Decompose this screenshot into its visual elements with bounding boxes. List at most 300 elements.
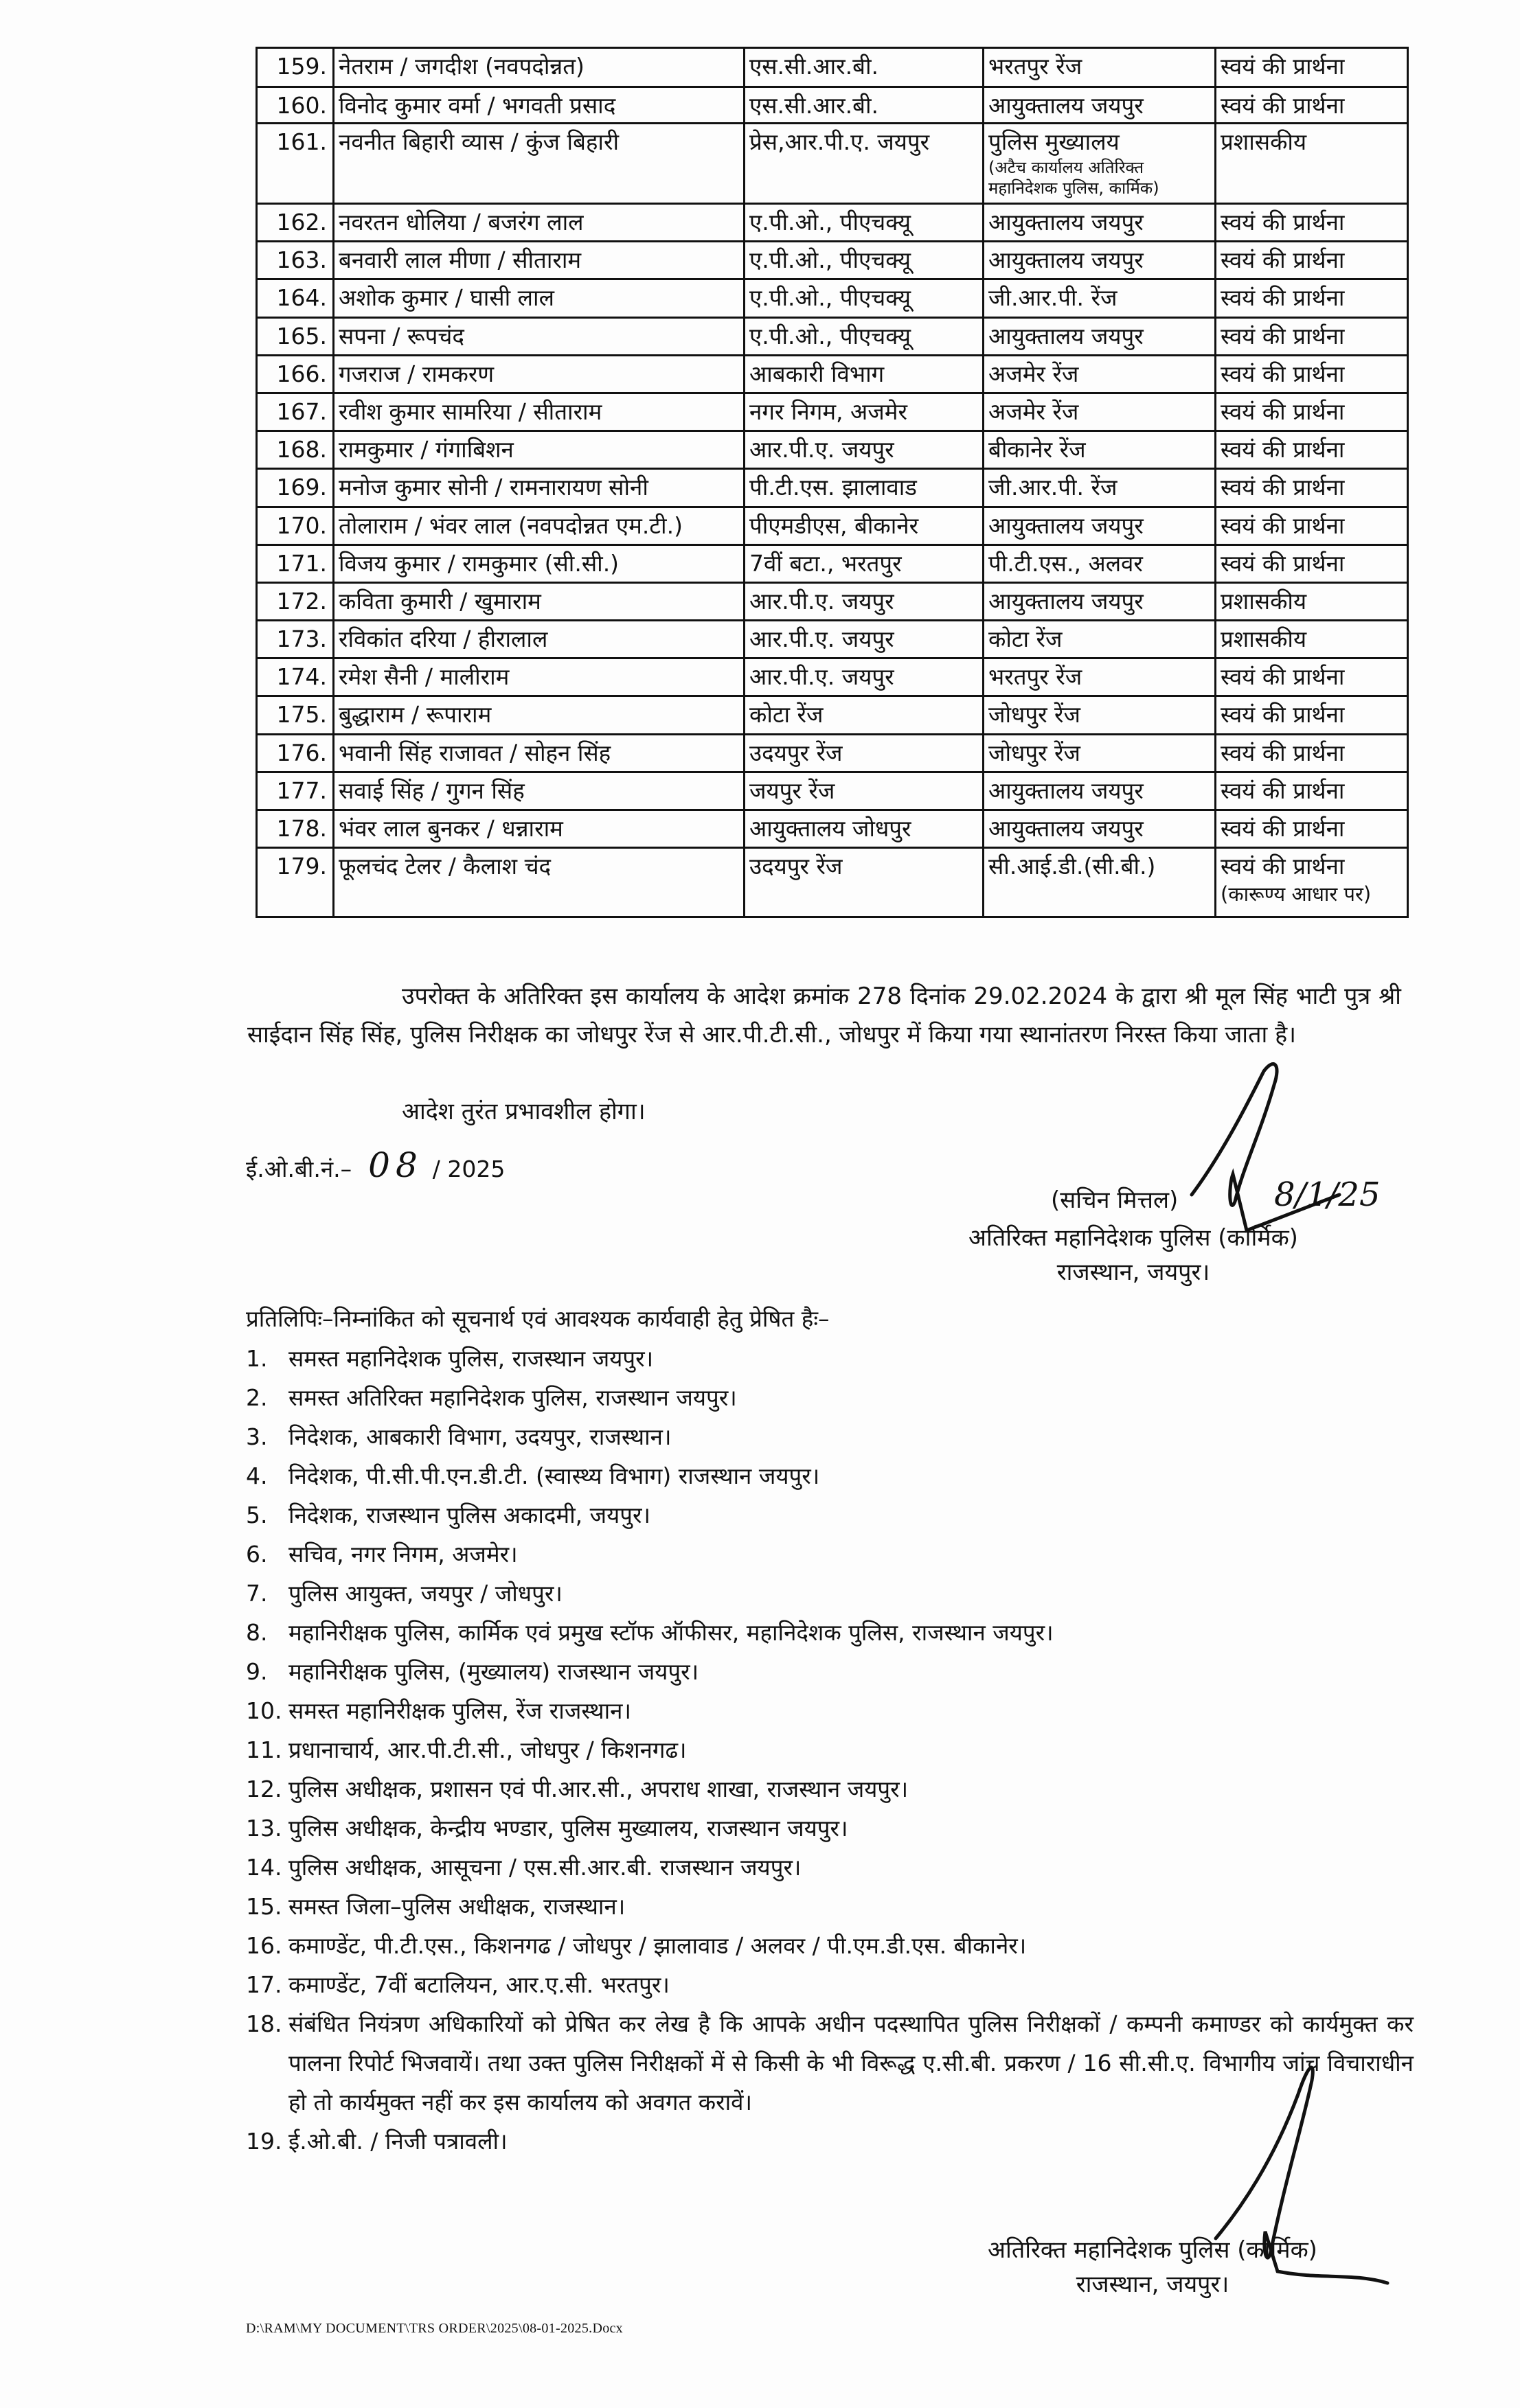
transfer-reason-text: स्वयं की प्रार्थना: [1221, 436, 1345, 463]
copy-item-text: संबंधित नियंत्रण अधिकारियों को प्रेषित कर लेख है कि आपके अधीन पदस्थापित पुलिस निरीक्षकों / कम्पनी कमाण्डर को कार्यमुक्त कर पालना रिपोर्ट भिजवायें। तथा उक्त पुलिस निरीक्षकों में से किसी के भी विरूद्ध ए.सी.बी. प्रकरण / 16 सी.सी.ए. विभागीय जांच विचाराधीन हो तो कार्यमुक्त नहीं कर इस कार्यालय को अवगत करावें।: [288, 2010, 1414, 2115]
officer-name-text: भंवर लाल बुनकर / धन्नाराम: [339, 815, 563, 842]
copy-item-text: कमाण्डेंट, 7वीं बटालियन, आर.ए.सी. भरतपुर।: [288, 1971, 670, 1998]
serial-number-cell: [257, 848, 334, 917]
to-posting-cell: [984, 507, 1216, 544]
serial-number-text: 159.: [276, 53, 327, 80]
from-posting-text: जयपुर रेंज: [749, 777, 835, 804]
copy-item-number: 5.: [246, 1502, 268, 1528]
serial-number-text: 161.: [276, 128, 327, 155]
serial-number-text: 179.: [276, 853, 327, 880]
to-posting-text: आयुक्तालय जयपुर: [988, 209, 1144, 236]
officer-name-cell: [334, 204, 745, 242]
officer-name-text: बनवारी लाल मीणा / सीताराम: [339, 246, 582, 274]
to-posting-text: कोटा रेंज: [988, 626, 1063, 653]
from-posting-text: आयुक्तालय जोधपुर: [749, 815, 911, 842]
table-row: [257, 393, 1408, 431]
officer-name-cell: [334, 582, 745, 620]
table-row: [257, 48, 1408, 87]
copy-item-number: 9.: [246, 1658, 268, 1685]
to-posting-cell: [984, 772, 1216, 810]
to-posting-cell: [984, 204, 1216, 242]
serial-number-cell: [257, 48, 334, 87]
officer-name-cell: [334, 658, 745, 696]
serial-number-text: 175.: [276, 701, 327, 729]
to-posting-cell: [984, 431, 1216, 469]
table-row: [257, 279, 1408, 317]
transfer-reason-cell: [1216, 204, 1408, 242]
eob-number-handwritten: 08: [368, 1145, 423, 1185]
transfer-reason-text: स्वयं की प्रार्थना: [1221, 360, 1345, 387]
transfer-reason-cell: [1216, 431, 1408, 469]
officer-name-cell: [334, 507, 745, 544]
to-posting-note: (अटैच कार्यालय अतिरिक्त महानिदेशक पुलिस, कार्मिक): [988, 158, 1159, 198]
officer-name-text: रवीश कुमार सामरिया / सीताराम: [339, 398, 602, 425]
officer-name-cell: [334, 621, 745, 658]
transfer-reason-text: स्वयं की प्रार्थना: [1221, 246, 1345, 274]
table-row: [257, 582, 1408, 620]
copy-item-number: 4.: [246, 1463, 268, 1489]
copy-list-item: [246, 1378, 1414, 1417]
from-posting-cell: [745, 242, 984, 279]
copy-list-item: [246, 1926, 1414, 1965]
serial-number-cell: [257, 393, 334, 431]
transfer-reason-cell: [1216, 621, 1408, 658]
copy-item-number: 7.: [246, 1580, 268, 1607]
officer-name-text: विजय कुमार / रामकुमार (सी.सी.): [339, 549, 620, 577]
copy-list-item: [246, 1691, 1414, 1730]
copy-item-text: कमाण्डेंट, पी.टी.एस., किशनगढ / जोधपुर / झालावाड / अलवर / पी.एम.डी.एस. बीकानेर।: [288, 1932, 1027, 1959]
signatory-name: (सचिन मित्तल): [1051, 1186, 1179, 1214]
signatory-2-designation: अतिरिक्त महानिदेशक पुलिस (कार्मिक): [988, 2236, 1317, 2264]
to-posting-text: भरतपुर रेंज: [988, 663, 1082, 691]
transfer-reason-text: स्वयं की प्रार्थना: [1221, 853, 1345, 880]
transfer-reason-text: स्वयं की प्रार्थना: [1221, 474, 1345, 501]
transfer-reason-text: प्रशासकीय: [1221, 128, 1307, 155]
copy-item-text: समस्त महानिदेशक पुलिस, राजस्थान जयपुर।: [288, 1345, 654, 1372]
transfer-table: [256, 47, 1409, 918]
from-posting-text: आर.पी.ए. जयपुर: [749, 587, 894, 615]
from-posting-cell: [745, 469, 984, 507]
transfer-reason-cell: [1216, 658, 1408, 696]
officer-name-text: नेतराम / जगदीश (नवपदोन्नत): [339, 53, 585, 80]
serial-number-cell: [257, 242, 334, 279]
transfer-reason-text: स्वयं की प्रार्थना: [1221, 209, 1345, 236]
officer-name-cell: [334, 696, 745, 734]
table-row: [257, 621, 1408, 658]
from-posting-text: एस.सी.आर.बी.: [749, 53, 878, 80]
officer-name-text: भवानी सिंह राजावत / सोहन सिंह: [339, 739, 611, 766]
from-posting-cell: [745, 431, 984, 469]
copy-item-number: 2.: [246, 1384, 268, 1411]
serial-number-cell: [257, 658, 334, 696]
table-row: [257, 317, 1408, 355]
transfer-reason-text: स्वयं की प्रार्थना: [1221, 663, 1345, 691]
transfer-reason-cell: [1216, 124, 1408, 204]
copy-item-text: पुलिस आयुक्त, जयपुर / जोधपुर।: [288, 1580, 563, 1607]
transfer-reason-cell: [1216, 355, 1408, 393]
serial-number-cell: [257, 507, 334, 544]
copy-item-text: समस्त महानिरीक्षक पुलिस, रेंज राजस्थान।: [288, 1697, 631, 1724]
copy-list-item: [246, 1769, 1414, 1809]
table-row: [257, 124, 1408, 204]
table-row: [257, 810, 1408, 848]
officer-name-text: सवाई सिंह / गुगन सिंह: [339, 777, 525, 804]
officer-name-text: तोलाराम / भंवर लाल (नवपदोन्नत एम.टी.): [339, 512, 683, 539]
officer-name-text: रमेश सैनी / मालीराम: [339, 663, 510, 691]
officer-name-cell: [334, 242, 745, 279]
copy-item-number: 17.: [246, 1971, 282, 1998]
copy-item-number: 11.: [246, 1736, 282, 1763]
copy-item-text: पुलिस अधीक्षक, प्रशासन एवं पी.आर.सी., अपराध शाखा, राजस्थान जयपुर।: [288, 1776, 909, 1802]
serial-number-text: 164.: [276, 284, 327, 312]
copy-heading: प्रतिलिपिः–निम्नांकित को सूचनार्थ एवं आवश्यक कार्यवाही हेतु प्रेषित हैः–: [246, 1305, 830, 1332]
transfer-reason-text: प्रशासकीय: [1221, 587, 1307, 615]
serial-number-text: 162.: [276, 209, 327, 236]
to-posting-cell: [984, 124, 1216, 204]
officer-name-cell: [334, 734, 745, 772]
copy-item-number: 15.: [246, 1893, 282, 1920]
serial-number-text: 172.: [276, 587, 327, 615]
table-row: [257, 204, 1408, 242]
copy-item-text: सचिव, नगर निगम, अजमेर।: [288, 1541, 518, 1568]
from-posting-cell: [745, 621, 984, 658]
transfer-table-body: [257, 48, 1408, 917]
officer-name-cell: [334, 87, 745, 124]
copy-item-number: 10.: [246, 1697, 282, 1724]
to-posting-text: जोधपुर रेंज: [988, 701, 1081, 729]
transfer-reason-cell: [1216, 734, 1408, 772]
from-posting-text: पीएमडीएस, बीकानेर: [749, 512, 919, 539]
to-posting-text: जी.आर.पी. रेंज: [988, 284, 1118, 312]
copy-item-number: 6.: [246, 1541, 268, 1568]
from-posting-cell: [745, 355, 984, 393]
transfer-reason-text: स्वयं की प्रार्थना: [1221, 53, 1345, 80]
to-posting-cell: [984, 87, 1216, 124]
from-posting-cell: [745, 204, 984, 242]
transfer-reason-cell: [1216, 279, 1408, 317]
transfer-reason-text: स्वयं की प्रार्थना: [1221, 701, 1345, 729]
table-row: [257, 544, 1408, 582]
from-posting-cell: [745, 810, 984, 848]
serial-number-cell: [257, 355, 334, 393]
to-posting-text: आयुक्तालय जयपुर: [988, 587, 1144, 615]
table-row: [257, 507, 1408, 544]
serial-number-text: 171.: [276, 549, 327, 577]
copy-item-number: 13.: [246, 1815, 282, 1842]
to-posting-text: आयुक्तालय जयपुर: [988, 512, 1144, 539]
officer-name-cell: [334, 544, 745, 582]
officer-name-cell: [334, 810, 745, 848]
from-posting-text: प्रेस,आर.पी.ए. जयपुर: [749, 128, 930, 155]
from-posting-text: ए.पी.ओ., पीएचक्यू: [749, 246, 911, 274]
to-posting-text: पी.टी.एस., अलवर: [988, 549, 1143, 577]
officer-name-cell: [334, 279, 745, 317]
to-posting-text: भरतपुर रेंज: [988, 53, 1082, 80]
to-posting-cell: [984, 658, 1216, 696]
officer-name-cell: [334, 431, 745, 469]
from-posting-text: आर.पी.ए. जयपुर: [749, 626, 894, 653]
from-posting-cell: [745, 582, 984, 620]
copy-list-item: [246, 1730, 1414, 1769]
transfer-reason-cell: [1216, 242, 1408, 279]
copy-item-number: 3.: [246, 1423, 268, 1450]
from-posting-cell: [745, 734, 984, 772]
serial-number-cell: [257, 279, 334, 317]
transfer-reason-cell: [1216, 772, 1408, 810]
serial-number-cell: [257, 621, 334, 658]
officer-name-text: अशोक कुमार / घासी लाल: [339, 284, 554, 312]
copy-item-number: 12.: [246, 1776, 282, 1802]
table-row: [257, 734, 1408, 772]
table-row: [257, 469, 1408, 507]
officer-name-cell: [334, 355, 745, 393]
transfer-reason-cell: [1216, 507, 1408, 544]
from-posting-cell: [745, 393, 984, 431]
transfer-reason-cell: [1216, 48, 1408, 87]
serial-number-text: 176.: [276, 739, 327, 766]
copy-item-number: 8.: [246, 1619, 268, 1646]
officer-name-text: गजराज / रामकरण: [339, 360, 495, 387]
to-posting-cell: [984, 734, 1216, 772]
copy-item-text: निदेशक, राजस्थान पुलिस अकादमी, जयपुर।: [288, 1502, 651, 1528]
copy-item-number: 19.: [246, 2128, 282, 2155]
from-posting-text: उदयपुर रेंज: [749, 739, 843, 766]
effective-statement: आदेश तुरंत प्रभावशील होगा।: [402, 1098, 646, 1125]
from-posting-text: ए.पी.ओ., पीएचक्यू: [749, 322, 911, 349]
transfer-reason-text: स्वयं की प्रार्थना: [1221, 322, 1345, 349]
to-posting-cell: [984, 696, 1216, 734]
to-posting-text: आयुक्तालय जयपुर: [988, 815, 1144, 842]
copy-list-item: [246, 1652, 1414, 1691]
officer-name-cell: [334, 469, 745, 507]
serial-number-cell: [257, 696, 334, 734]
signatory-location: राजस्थान, जयपुर।: [1056, 1259, 1210, 1286]
copy-list-item: [246, 1535, 1414, 1574]
copy-item-text: निदेशक, पी.सी.पी.एन.डी.टी. (स्वास्थ्य विभाग) राजस्थान जयपुर।: [288, 1463, 820, 1489]
to-posting-cell: [984, 355, 1216, 393]
from-posting-text: आबकारी विभाग: [749, 360, 885, 387]
to-posting-cell: [984, 848, 1216, 917]
transfer-reason-text: स्वयं की प्रार्थना: [1221, 398, 1345, 425]
eob-number-line: [246, 1145, 505, 1185]
transfer-reason-text: स्वयं की प्रार्थना: [1221, 815, 1345, 842]
serial-number-text: 174.: [276, 663, 327, 691]
to-posting-cell: [984, 317, 1216, 355]
copy-item-number: 14.: [246, 1854, 282, 1881]
serial-number-cell: [257, 772, 334, 810]
copy-item-number: 16.: [246, 1932, 282, 1959]
serial-number-cell: [257, 204, 334, 242]
copy-list-item: [246, 1613, 1414, 1652]
transfer-reason-note: (कारूण्य आधार पर): [1221, 882, 1372, 906]
officer-name-cell: [334, 48, 745, 87]
to-posting-cell: [984, 242, 1216, 279]
officer-name-text: विनोद कुमार वर्मा / भगवती प्रसाद: [339, 92, 616, 119]
transfer-reason-cell: [1216, 848, 1408, 917]
signatory-2-location: राजस्थान, जयपुर।: [1076, 2271, 1229, 2298]
copy-item-text: प्रधानाचार्य, आर.पी.टी.सी., जोधपुर / किशनगढ।: [288, 1736, 687, 1763]
transfer-reason-cell: [1216, 87, 1408, 124]
transfer-reason-cell: [1216, 810, 1408, 848]
transfer-reason-text: स्वयं की प्रार्थना: [1221, 777, 1345, 804]
copy-list-item: [246, 1848, 1414, 1887]
copy-item-text: निदेशक, आबकारी विभाग, उदयपुर, राजस्थान।: [288, 1423, 672, 1450]
serial-number-text: 168.: [276, 436, 327, 463]
officer-name-text: कविता कुमारी / खुमाराम: [339, 587, 541, 615]
serial-number-text: 173.: [276, 626, 327, 653]
copy-list-item: [246, 1887, 1414, 1926]
officer-name-cell: [334, 317, 745, 355]
transfer-reason-cell: [1216, 393, 1408, 431]
to-posting-text: सी.आई.डी.(सी.बी.): [988, 853, 1156, 880]
table-row: [257, 658, 1408, 696]
eob-year: / 2025: [432, 1156, 506, 1182]
serial-number-text: 177.: [276, 777, 327, 804]
copy-item-text: समस्त जिला–पुलिस अधीक्षक, राजस्थान।: [288, 1893, 626, 1920]
copy-item-text: पुलिस अधीक्षक, आसूचना / एस.सी.आर.बी. राजस्थान जयपुर।: [288, 1854, 802, 1881]
serial-number-text: 165.: [276, 322, 327, 349]
copy-list-item: [246, 1417, 1414, 1456]
from-posting-cell: [745, 317, 984, 355]
serial-number-cell: [257, 317, 334, 355]
to-posting-cell: [984, 48, 1216, 87]
officer-name-cell: [334, 772, 745, 810]
from-posting-text: नगर निगम, अजमेर: [749, 398, 907, 425]
officer-name-text: रविकांत दरिया / हीरालाल: [339, 626, 548, 653]
serial-number-text: 169.: [276, 474, 327, 501]
to-posting-text: जी.आर.पी. रेंज: [988, 474, 1118, 501]
serial-number-cell: [257, 124, 334, 204]
transfer-reason-text: स्वयं की प्रार्थना: [1221, 92, 1345, 119]
copy-recipients-list: [246, 1339, 1414, 2161]
from-posting-cell: [745, 696, 984, 734]
officer-name-text: बुद्धाराम / रूपाराम: [339, 701, 492, 729]
serial-number-text: 170.: [276, 512, 327, 539]
from-posting-text: आर.पी.ए. जयपुर: [749, 436, 894, 463]
from-posting-text: आर.पी.ए. जयपुर: [749, 663, 894, 691]
officer-name-text: रामकुमार / गंगाबिशन: [339, 436, 514, 463]
from-posting-cell: [745, 658, 984, 696]
to-posting-cell: [984, 544, 1216, 582]
from-posting-cell: [745, 124, 984, 204]
from-posting-cell: [745, 279, 984, 317]
copy-list-item: [246, 1339, 1414, 1378]
to-posting-text: आयुक्तालय जयपुर: [988, 777, 1144, 804]
officer-name-text: नवरतन धोलिया / बजरंग लाल: [339, 209, 584, 236]
serial-number-text: 160.: [276, 92, 327, 119]
copy-item-text: महानिरीक्षक पुलिस, (मुख्यालय) राजस्थान जयपुर।: [288, 1658, 699, 1685]
transfer-reason-cell: [1216, 696, 1408, 734]
from-posting-text: पी.टी.एस. झालावाड: [749, 474, 917, 501]
to-posting-cell: [984, 279, 1216, 317]
to-posting-text: आयुक्तालय जयपुर: [988, 246, 1144, 274]
from-posting-cell: [745, 87, 984, 124]
from-posting-cell: [745, 848, 984, 917]
to-posting-text: आयुक्तालय जयपुर: [988, 322, 1144, 349]
serial-number-cell: [257, 544, 334, 582]
from-posting-text: ए.पी.ओ., पीएचक्यू: [749, 209, 911, 236]
file-path-footer: D:\RAM\MY DOCUMENT\TRS ORDER\2025\08-01-2025.Docx: [246, 2321, 623, 2336]
to-posting-cell: [984, 810, 1216, 848]
officer-name-text: नवनीत बिहारी व्यास / कुंज बिहारी: [339, 128, 620, 155]
serial-number-text: 178.: [276, 815, 327, 842]
copy-list-item: [246, 1456, 1414, 1495]
to-posting-text: आयुक्तालय जयपुर: [988, 92, 1144, 119]
serial-number-cell: [257, 734, 334, 772]
officer-name-cell: [334, 124, 745, 204]
serial-number-text: 167.: [276, 398, 327, 425]
copy-list-item: [246, 1574, 1414, 1613]
officer-name-cell: [334, 393, 745, 431]
copy-item-text: महानिरीक्षक पुलिस, कार्मिक एवं प्रमुख स्टॉफ ऑफीसर, महानिदेशक पुलिस, राजस्थान जयपुर।: [288, 1619, 1054, 1646]
signatory-designation: अतिरिक्त महानिदेशक पुलिस (कार्मिक): [968, 1224, 1298, 1252]
to-posting-text: अजमेर रेंज: [988, 360, 1079, 387]
copy-item-number: 1.: [246, 1345, 268, 1372]
from-posting-cell: [745, 507, 984, 544]
to-posting-text: बीकानेर रेंज: [988, 436, 1086, 463]
serial-number-cell: [257, 469, 334, 507]
serial-number-cell: [257, 582, 334, 620]
from-posting-text: कोटा रेंज: [749, 701, 824, 729]
copy-item-text: ई.ओ.बी. / निजी पत्रावली।: [288, 2128, 508, 2155]
copy-list-item: [246, 1495, 1414, 1535]
from-posting-text: 7वीं बटा., भरतपुर: [749, 549, 902, 577]
transfer-reason-cell: [1216, 317, 1408, 355]
from-posting-cell: [745, 48, 984, 87]
table-row: [257, 355, 1408, 393]
transfer-reason-text: स्वयं की प्रार्थना: [1221, 512, 1345, 539]
from-posting-text: ए.पी.ओ., पीएचक्यू: [749, 284, 911, 312]
serial-number-text: 166.: [276, 360, 327, 387]
officer-name-text: मनोज कुमार सोनी / रामनारायण सोनी: [339, 474, 648, 501]
copy-list-item: [246, 1809, 1414, 1848]
signature-date-handwritten: 8/1/25: [1274, 1176, 1381, 1214]
from-posting-text: एस.सी.आर.बी.: [749, 92, 878, 119]
to-posting-cell: [984, 469, 1216, 507]
to-posting-text: पुलिस मुख्यालय: [988, 128, 1120, 155]
officer-name-cell: [334, 848, 745, 917]
from-posting-cell: [745, 772, 984, 810]
copy-item-text: पुलिस अधीक्षक, केन्द्रीय भण्डार, पुलिस मुख्यालय, राजस्थान जयपुर।: [288, 1815, 848, 1842]
to-posting-text: जोधपुर रेंज: [988, 739, 1081, 766]
transfer-reason-cell: [1216, 469, 1408, 507]
table-row: [257, 848, 1408, 917]
transfer-reason-cell: [1216, 582, 1408, 620]
table-row: [257, 87, 1408, 124]
from-posting-cell: [745, 544, 984, 582]
transfer-reason-cell: [1216, 544, 1408, 582]
table-row: [257, 431, 1408, 469]
copy-item-number: 18.: [246, 2010, 282, 2037]
transfer-reason-text: प्रशासकीय: [1221, 626, 1307, 653]
serial-number-cell: [257, 810, 334, 848]
transfer-reason-text: स्वयं की प्रार्थना: [1221, 284, 1345, 312]
transfer-reason-text: स्वयं की प्रार्थना: [1221, 549, 1345, 577]
table-row: [257, 242, 1408, 279]
serial-number-cell: [257, 431, 334, 469]
cancellation-paragraph: उपरोक्त के अतिरिक्त इस कार्यालय के आदेश क्रमांक 278 दिनांक 29.02.2024 के द्वारा श्री मूल सिंह भाटी पुत्र श्री साईदान सिंह सिंह, पुलिस निरीक्षक का जोधपुर रेंज से आर.पी.टी.सी., जोधपुर में किया गया स्थानांतरण निरस्त किया जाता है।: [247, 983, 1401, 1048]
serial-number-cell: [257, 87, 334, 124]
to-posting-cell: [984, 621, 1216, 658]
eob-label: ई.ओ.बी.नं.–: [246, 1156, 352, 1182]
from-posting-text: उदयपुर रेंज: [749, 853, 843, 880]
to-posting-cell: [984, 582, 1216, 620]
officer-name-text: सपना / रूपचंद: [339, 322, 464, 349]
copy-item-text: समस्त अतिरिक्त महानिदेशक पुलिस, राजस्थान जयपुर।: [288, 1384, 737, 1411]
serial-number-text: 163.: [276, 246, 327, 274]
to-posting-text: अजमेर रेंज: [988, 398, 1079, 425]
officer-name-text: फूलचंद टेलर / कैलाश चंद: [339, 853, 552, 880]
